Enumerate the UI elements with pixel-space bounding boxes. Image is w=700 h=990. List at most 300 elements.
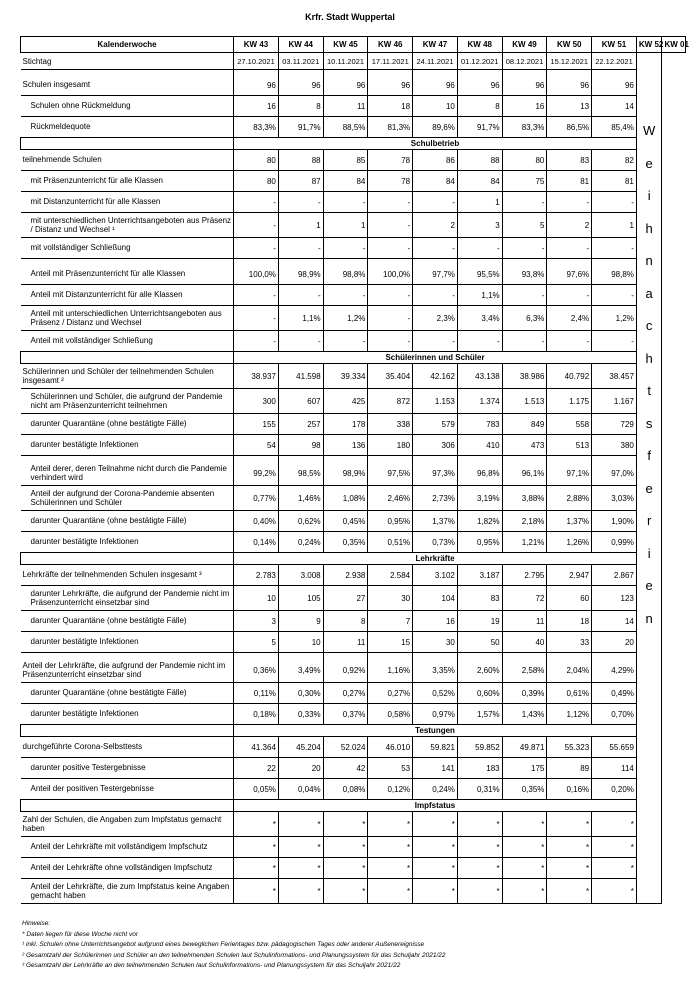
row-label: Lehrkräfte der teilnehmenden Schulen insgesamt ³: [21, 565, 234, 586]
value-cell: 97,6%: [547, 264, 592, 285]
value-cell: 96: [502, 75, 547, 96]
row-label: darunter positive Testergebnisse: [21, 758, 234, 779]
value-cell: 59.821: [413, 737, 458, 758]
value-cell: 84: [323, 171, 368, 192]
value-cell: 2,3%: [413, 306, 458, 331]
value-cell: -: [413, 238, 458, 259]
stichtag-date: 27.10.2021: [234, 53, 279, 70]
value-cell: 1,90%: [592, 511, 637, 532]
value-cell: 2.867: [592, 565, 637, 586]
value-cell: 42: [323, 758, 368, 779]
value-cell: 16: [413, 611, 458, 632]
value-cell: 2,58%: [502, 658, 547, 683]
header-week: KW 44: [278, 37, 323, 53]
row-label: darunter Quarantäne (ohne bestätigte Fälle): [21, 414, 234, 435]
value-cell: 1,08%: [323, 486, 368, 511]
table-row: [21, 461, 686, 486]
note-2: ² Gesamtzahl der Schülerinnen und Schüler an den teilnehmenden Schulen laut Schulinformations- und Planungssystem für das Schuljahr 2021/22: [22, 951, 446, 959]
value-cell: *: [502, 837, 547, 858]
value-cell: 380: [592, 435, 637, 456]
value-cell: 22: [234, 758, 279, 779]
value-cell: 8: [457, 96, 502, 117]
value-cell: 0,40%: [234, 511, 279, 532]
value-cell: *: [234, 812, 279, 837]
value-cell: 1,82%: [457, 511, 502, 532]
value-cell: -: [368, 192, 413, 213]
value-cell: 2.947: [547, 565, 592, 586]
value-cell: 10: [234, 586, 279, 611]
stichtag-date: 17.11.2021: [368, 53, 413, 70]
value-cell: 872: [368, 389, 413, 414]
value-cell: 0,27%: [368, 683, 413, 704]
value-cell: 0,30%: [278, 683, 323, 704]
value-cell: 8: [278, 96, 323, 117]
value-cell: 4,29%: [592, 658, 637, 683]
value-cell: 13: [547, 96, 592, 117]
value-cell: 1.153: [413, 389, 458, 414]
value-cell: 41.364: [234, 737, 279, 758]
value-cell: 1.167: [592, 389, 637, 414]
value-cell: 99,2%: [234, 461, 279, 486]
value-cell: 98,9%: [323, 461, 368, 486]
value-cell: 1,1%: [457, 285, 502, 306]
row-label: Rückmeldequote: [21, 117, 234, 138]
value-cell: 39.334: [323, 364, 368, 389]
value-cell: 75: [502, 171, 547, 192]
value-cell: 2,04%: [547, 658, 592, 683]
value-cell: *: [457, 879, 502, 904]
value-cell: 2,88%: [547, 486, 592, 511]
section-header-lehrkraefte: Lehrkräfte: [234, 553, 637, 565]
value-cell: 53: [368, 758, 413, 779]
value-cell: -: [547, 285, 592, 306]
value-cell: 96: [413, 75, 458, 96]
value-cell: 78: [368, 150, 413, 171]
value-cell: 0,20%: [592, 779, 637, 800]
value-cell: 0,45%: [323, 511, 368, 532]
value-cell: 2.584: [368, 565, 413, 586]
value-cell: 0,12%: [368, 779, 413, 800]
value-cell: 49.871: [502, 737, 547, 758]
holiday-letter: n: [645, 610, 653, 626]
value-cell: 104: [413, 586, 458, 611]
row-label: Anteil der Lehrkräfte, die aufgrund der Pandemie nicht im Präsenzunterricht einsetzbar sind: [21, 658, 234, 683]
row-label: Anteil mit vollständiger Schließung: [21, 331, 234, 352]
header-week: KW 43: [234, 37, 279, 53]
row-label: darunter bestätigte Infektionen: [21, 435, 234, 456]
section-row: [21, 553, 686, 565]
table-row: [21, 532, 686, 553]
table-row: [21, 389, 686, 414]
section-spacer: [21, 800, 234, 812]
section-row: [21, 725, 686, 737]
value-cell: -: [502, 238, 547, 259]
stichtag-date: 22.12.2021: [592, 53, 637, 70]
value-cell: -: [323, 285, 368, 306]
value-cell: 35.404: [368, 364, 413, 389]
value-cell: -: [547, 331, 592, 352]
table-row: [21, 150, 686, 171]
value-cell: 6,3%: [502, 306, 547, 331]
value-cell: 579: [413, 414, 458, 435]
row-label: Anteil der positiven Testergebnisse: [21, 779, 234, 800]
section-row: [21, 352, 686, 364]
row-label: darunter Quarantäne (ohne bestätigte Fälle): [21, 611, 234, 632]
value-cell: 18: [547, 611, 592, 632]
value-cell: 558: [547, 414, 592, 435]
value-cell: 85,4%: [592, 117, 637, 138]
value-cell: *: [368, 812, 413, 837]
table-row: [21, 171, 686, 192]
value-cell: 141: [413, 758, 458, 779]
row-label: darunter Quarantäne (ohne bestätigte Fälle): [21, 511, 234, 532]
table-row: [21, 758, 686, 779]
value-cell: 473: [502, 435, 547, 456]
value-cell: 95,5%: [457, 264, 502, 285]
value-cell: 38.457: [592, 364, 637, 389]
value-cell: 1,21%: [502, 532, 547, 553]
holiday-letter: c: [645, 318, 653, 333]
value-cell: 729: [592, 414, 637, 435]
row-label: Schulen ohne Rückmeldung: [21, 96, 234, 117]
table-row: [21, 658, 686, 683]
value-cell: 1,46%: [278, 486, 323, 511]
value-cell: 1,2%: [592, 306, 637, 331]
value-cell: 20: [592, 632, 637, 653]
value-cell: 19: [457, 611, 502, 632]
value-cell: 2,46%: [368, 486, 413, 511]
row-label: Anteil derer, deren Teilnahme nicht durch die Pandemie verhindert wird: [21, 461, 234, 486]
value-cell: 1,37%: [547, 511, 592, 532]
stichtag-row: [21, 53, 686, 70]
value-cell: 0,99%: [592, 532, 637, 553]
table-row: [21, 486, 686, 511]
holiday-letter: W: [643, 123, 656, 138]
header-week: KW 48: [457, 37, 502, 53]
value-cell: 0,70%: [592, 704, 637, 725]
table-body: [21, 37, 689, 904]
value-cell: 85: [323, 150, 368, 171]
value-cell: 2: [413, 213, 458, 238]
header-kalenderwoche: Kalenderwoche: [21, 37, 234, 53]
section-row: [21, 138, 686, 150]
value-cell: 54: [234, 435, 279, 456]
holiday-letter: h: [645, 220, 653, 236]
value-cell: 80: [234, 150, 279, 171]
value-cell: 1,43%: [502, 704, 547, 725]
value-cell: -: [278, 238, 323, 259]
stichtag-date: 10.11.2021: [323, 53, 368, 70]
holiday-letter: e: [645, 155, 653, 171]
value-cell: 11: [323, 632, 368, 653]
value-cell: 300: [234, 389, 279, 414]
value-cell: *: [547, 837, 592, 858]
row-label: Anteil der aufgrund der Corona-Pandemie absenten Schülerinnen und Schüler: [21, 486, 234, 511]
table-row: [21, 858, 686, 879]
value-cell: 1.513: [502, 389, 547, 414]
value-cell: 96: [278, 75, 323, 96]
value-cell: *: [413, 812, 458, 837]
table-row: [21, 285, 686, 306]
value-cell: 98,8%: [323, 264, 368, 285]
row-label: Anteil der Lehrkräfte mit vollständigem Impfschutz: [21, 837, 234, 858]
value-cell: 513: [547, 435, 592, 456]
row-label: mit unterschiedlichen Unterrichtsangeboten aus Präsenz / Distanz und Wechsel ¹: [21, 213, 234, 238]
value-cell: 91,7%: [278, 117, 323, 138]
value-cell: 98,8%: [592, 264, 637, 285]
value-cell: 16: [234, 96, 279, 117]
value-cell: 1,16%: [368, 658, 413, 683]
row-label: mit Präsenzunterricht für alle Klassen: [21, 171, 234, 192]
value-cell: -: [368, 285, 413, 306]
header-week: KW 49: [502, 37, 547, 53]
value-cell: *: [278, 812, 323, 837]
value-cell: -: [323, 331, 368, 352]
value-cell: 2.938: [323, 565, 368, 586]
value-cell: *: [457, 858, 502, 879]
value-cell: 18: [368, 96, 413, 117]
value-cell: 3: [234, 611, 279, 632]
value-cell: 1: [278, 213, 323, 238]
section-spacer: [21, 725, 234, 737]
value-cell: 0,95%: [368, 511, 413, 532]
table-row: [21, 737, 686, 758]
value-cell: 84: [457, 171, 502, 192]
holiday-letter: h: [645, 350, 653, 366]
value-cell: 30: [413, 632, 458, 653]
header-week: KW 47: [413, 37, 458, 53]
value-cell: *: [278, 837, 323, 858]
section-header-schueler: Schülerinnen und Schüler: [234, 352, 637, 364]
value-cell: *: [323, 879, 368, 904]
value-cell: -: [323, 192, 368, 213]
covid-school-report-table: [20, 36, 689, 904]
document-title: Krfr. Stadt Wuppertal: [305, 12, 395, 22]
value-cell: 7: [368, 611, 413, 632]
value-cell: 114: [592, 758, 637, 779]
row-label: darunter Lehrkräfte, die aufgrund der Pandemie nicht im Präsenzunterricht einsetzbar sind: [21, 586, 234, 611]
value-cell: *: [413, 858, 458, 879]
header-row: [21, 37, 686, 53]
table-row: [21, 837, 686, 858]
value-cell: 83,3%: [502, 117, 547, 138]
stichtag-date: 24.11.2021: [413, 53, 458, 70]
value-cell: -: [592, 331, 637, 352]
value-cell: 11: [323, 96, 368, 117]
value-cell: 46.010: [368, 737, 413, 758]
row-label: mit vollständiger Schließung: [21, 238, 234, 259]
value-cell: 180: [368, 435, 413, 456]
value-cell: 96: [547, 75, 592, 96]
value-cell: 84: [413, 171, 458, 192]
value-cell: 3.008: [278, 565, 323, 586]
value-cell: *: [592, 837, 637, 858]
value-cell: 83: [457, 586, 502, 611]
row-label: Schulen insgesamt: [21, 75, 234, 96]
value-cell: 0,08%: [323, 779, 368, 800]
value-cell: 98,5%: [278, 461, 323, 486]
section-header-impfstatus: Impfstatus: [234, 800, 637, 812]
value-cell: 33: [547, 632, 592, 653]
note-no-data: * Daten liegen für diese Woche nicht vor: [22, 930, 138, 938]
header-week: KW 45: [323, 37, 368, 53]
value-cell: 15: [368, 632, 413, 653]
header-week: KW 01: [662, 37, 686, 53]
value-cell: 40.792: [547, 364, 592, 389]
weihnachtsferien-vertical-text: [637, 53, 662, 635]
table-row: [21, 238, 686, 259]
value-cell: 97,3%: [413, 461, 458, 486]
value-cell: 50: [457, 632, 502, 653]
value-cell: 42.162: [413, 364, 458, 389]
stichtag-date: 03.11.2021: [278, 53, 323, 70]
value-cell: 80: [234, 171, 279, 192]
notes-heading: Hinweise:: [22, 920, 51, 927]
table-row: [21, 192, 686, 213]
value-cell: -: [368, 306, 413, 331]
value-cell: 425: [323, 389, 368, 414]
value-cell: 0,49%: [592, 683, 637, 704]
table-row: [21, 364, 686, 389]
row-label: Anteil der Lehrkräfte, die zum Impfstatus keine Angaben gemacht haben: [21, 879, 234, 904]
table-row: [21, 683, 686, 704]
value-cell: 3,35%: [413, 658, 458, 683]
value-cell: 98: [278, 435, 323, 456]
value-cell: -: [502, 192, 547, 213]
section-row: [21, 800, 686, 812]
row-label: durchgeführte Corona-Selbsttests: [21, 737, 234, 758]
value-cell: 16: [502, 96, 547, 117]
value-cell: *: [547, 879, 592, 904]
value-cell: 38.937: [234, 364, 279, 389]
value-cell: 91,7%: [457, 117, 502, 138]
value-cell: 306: [413, 435, 458, 456]
value-cell: 83: [547, 150, 592, 171]
value-cell: -: [278, 285, 323, 306]
value-cell: 45.204: [278, 737, 323, 758]
table-row: [21, 632, 686, 653]
value-cell: -: [234, 285, 279, 306]
stichtag-date: 15.12.2021: [547, 53, 592, 70]
table-row: [21, 306, 686, 331]
table-row: [21, 611, 686, 632]
value-cell: *: [547, 858, 592, 879]
value-cell: 0,24%: [278, 532, 323, 553]
value-cell: 0,62%: [278, 511, 323, 532]
value-cell: 0,36%: [234, 658, 279, 683]
header-week: KW 52: [636, 37, 662, 53]
value-cell: 105: [278, 586, 323, 611]
value-cell: 40: [502, 632, 547, 653]
row-label: teilnehmende Schulen: [21, 150, 234, 171]
value-cell: 0,04%: [278, 779, 323, 800]
value-cell: -: [278, 192, 323, 213]
section-header-testungen: Testungen: [234, 725, 637, 737]
value-cell: 3,88%: [502, 486, 547, 511]
value-cell: -: [413, 285, 458, 306]
value-cell: 97,1%: [547, 461, 592, 486]
value-cell: -: [234, 238, 279, 259]
value-cell: -: [234, 331, 279, 352]
value-cell: *: [592, 812, 637, 837]
value-cell: 81: [592, 171, 637, 192]
value-cell: -: [502, 331, 547, 352]
value-cell: 0,77%: [234, 486, 279, 511]
value-cell: 175: [502, 758, 547, 779]
note-3: ³ Gesamtzahl der Lehrkräfte an den teilnehmenden Schulen laut Schulinformations- und Planungssystem für das Schuljahr 2021/22: [22, 962, 401, 970]
header-week: KW 51: [592, 37, 637, 53]
table-row: [21, 779, 686, 800]
value-cell: 96: [592, 75, 637, 96]
value-cell: 82: [592, 150, 637, 171]
row-label: Schülerinnen und Schüler, die aufgrund der Pandemie nicht am Präsenzunterricht teilnehmen: [21, 389, 234, 414]
value-cell: -: [368, 331, 413, 352]
value-cell: 0,14%: [234, 532, 279, 553]
value-cell: 96: [457, 75, 502, 96]
value-cell: 81: [547, 171, 592, 192]
value-cell: 0,58%: [368, 704, 413, 725]
value-cell: 1: [457, 192, 502, 213]
value-cell: 20: [278, 758, 323, 779]
table-row: [21, 879, 686, 904]
holiday-letter: t: [647, 383, 651, 398]
value-cell: *: [278, 879, 323, 904]
value-cell: 2.783: [234, 565, 279, 586]
value-cell: -: [457, 238, 502, 259]
value-cell: 2: [547, 213, 592, 238]
value-cell: 3: [457, 213, 502, 238]
value-cell: 3,19%: [457, 486, 502, 511]
value-cell: 1.175: [547, 389, 592, 414]
value-cell: 60: [547, 586, 592, 611]
value-cell: *: [234, 879, 279, 904]
row-label: mit Distanzunterricht für alle Klassen: [21, 192, 234, 213]
row-label: Anteil der Lehrkräfte ohne vollständigen Impfschutz: [21, 858, 234, 879]
value-cell: 3,03%: [592, 486, 637, 511]
value-cell: -: [592, 285, 637, 306]
value-cell: 0,18%: [234, 704, 279, 725]
holiday-letter: a: [645, 285, 653, 301]
stichtag-date: 01.12.2021: [457, 53, 502, 70]
value-cell: 183: [457, 758, 502, 779]
value-cell: 136: [323, 435, 368, 456]
value-cell: 0,05%: [234, 779, 279, 800]
value-cell: *: [368, 879, 413, 904]
value-cell: *: [502, 879, 547, 904]
value-cell: 3.187: [457, 565, 502, 586]
value-cell: 0,24%: [413, 779, 458, 800]
value-cell: 80: [502, 150, 547, 171]
value-cell: *: [323, 858, 368, 879]
value-cell: *: [368, 837, 413, 858]
table-row: [21, 264, 686, 285]
value-cell: 0,35%: [323, 532, 368, 553]
holiday-letter: e: [645, 578, 653, 593]
value-cell: 59.852: [457, 737, 502, 758]
value-cell: 338: [368, 414, 413, 435]
value-cell: 89,6%: [413, 117, 458, 138]
row-label: Anteil mit unterschiedlichen Unterrichtsangeboten aus Präsenz / Distanz und Wechsel: [21, 306, 234, 331]
value-cell: 100,0%: [368, 264, 413, 285]
value-cell: -: [413, 192, 458, 213]
value-cell: 96: [323, 75, 368, 96]
holiday-column: [636, 53, 662, 904]
value-cell: 1,12%: [547, 704, 592, 725]
value-cell: 1: [592, 213, 637, 238]
value-cell: 0,97%: [413, 704, 458, 725]
value-cell: 3,4%: [457, 306, 502, 331]
value-cell: -: [413, 331, 458, 352]
